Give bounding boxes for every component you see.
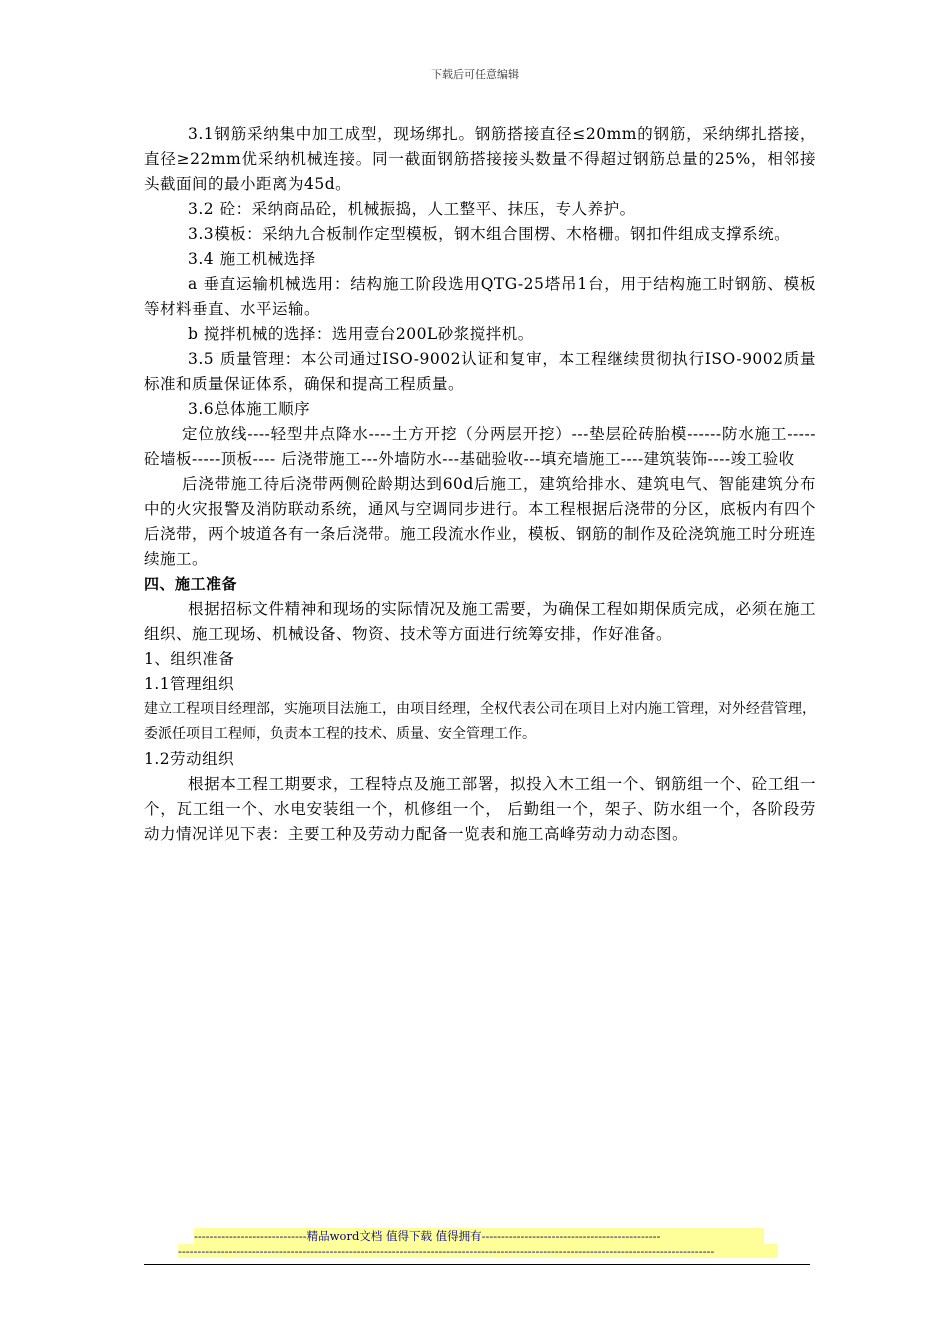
footer-rule <box>144 1264 810 1265</box>
paragraph-preparation: 根据招标文件精神和现场的实际情况及施工需要，为确保工程如期保质完成，必须在施工组织、施工现场、机械设备、物资、技术等方面进行统筹安排，作好准备。 <box>144 600 816 643</box>
paragraph-labor: 根据本工程工期要求，工程特点及施工部署，拟投入木工组一个、钢筋组一个、砼工组一个，瓦工组一个、水电安装组一个，机修组一个， 后勤组一个，架子、防水组一个，各阶段劳动力情况详见下表：主要工种及劳动力配备一览表和施工高峰劳动力动态图。 <box>144 775 816 843</box>
paragraph-3-2: 3.2 砼：采纳商品砼，机械振捣，人工整平、抹压，专人养护。 <box>188 200 636 218</box>
heading-labor-org: 1.2劳动组织 <box>144 750 235 768</box>
document-body <box>144 122 816 847</box>
section-heading-4: 四、施工准备 <box>144 575 238 593</box>
paragraph-machinery-a: a 垂直运输机械选用：结构施工阶段选用QTG-25塔吊1台，用于结构施工时钢筋、模板等材料垂直、水平运输。 <box>144 275 816 318</box>
paragraph-3-4: 3.4 施工机械选择 <box>188 250 316 268</box>
paragraph-3-5: 3.5 质量管理：本公司通过ISO-9002认证和复审，本工程继续贯彻执行ISO-9002质量标准和质量保证体系，确保和提高工程质量。 <box>144 350 816 393</box>
paragraph-management: 建立工程项目经理部，实施项目法施工，由项目经理，全权代表公司在项目上对内施工管理，对外经营管理，委派任项目工程师，负责本工程的技术、质量、安全管理工作。 <box>144 701 816 742</box>
footer-banner: -----------------------------精品word文档 值得下载 值得拥有---------------------------------------------- <box>194 1228 764 1244</box>
paragraph-sequence: 定位放线----轻型井点降水----土方开挖（分两层开挖）---垫层砼砖胎模------防水施工-----砼墙板-----顶板---- 后浇带施工---外墙防水---基础验收---填充墙施工----建筑装饰----竣工验收 <box>144 425 816 468</box>
paragraph-machinery-b: b 搅拌机械的选择：选用壹台200L砂浆搅拌机。 <box>188 325 534 343</box>
paragraph-3-1: 3.1钢筋采纳集中加工成型，现场绑扎。钢筋搭接直径≤20mm的钢筋，采纳绑扎搭接，直径≥22mm优采纳机械连接。同一截面钢筋搭接接头数量不得超过钢筋总量的25%，相邻接头截面间的最小距离为45d。 <box>144 125 816 193</box>
paragraph-post-pour: 后浇带施工待后浇带两侧砼龄期达到60d后施工，建筑给排水、建筑电气、智能建筑分布中的火灾报警及消防联动系统，通风与空调同步进行。本工程根据后浇带的分区，底板内有四个后浇带，两个坡道各有一条后浇带。施工段流水作业，模板、钢筋的制作及砼浇筑施工时分班连续施工。 <box>144 475 817 568</box>
heading-management-org: 1.1管理组织 <box>144 675 235 693</box>
footer-dashes: ------------------------------------------------------------------------------------------------------------------------------------------ <box>178 1244 778 1258</box>
page-footer <box>144 1228 816 1265</box>
paragraph-3-3: 3.3模板：采纳九合板制作定型模板，钢木组合围楞、木格栅。钢扣件组成支撑系统。 <box>188 225 791 243</box>
paragraph-3-6: 3.6总体施工顺序 <box>188 400 311 418</box>
page-header: 下载后可任意编辑 <box>431 68 519 81</box>
heading-organization-prep: 1、组织准备 <box>144 650 235 668</box>
